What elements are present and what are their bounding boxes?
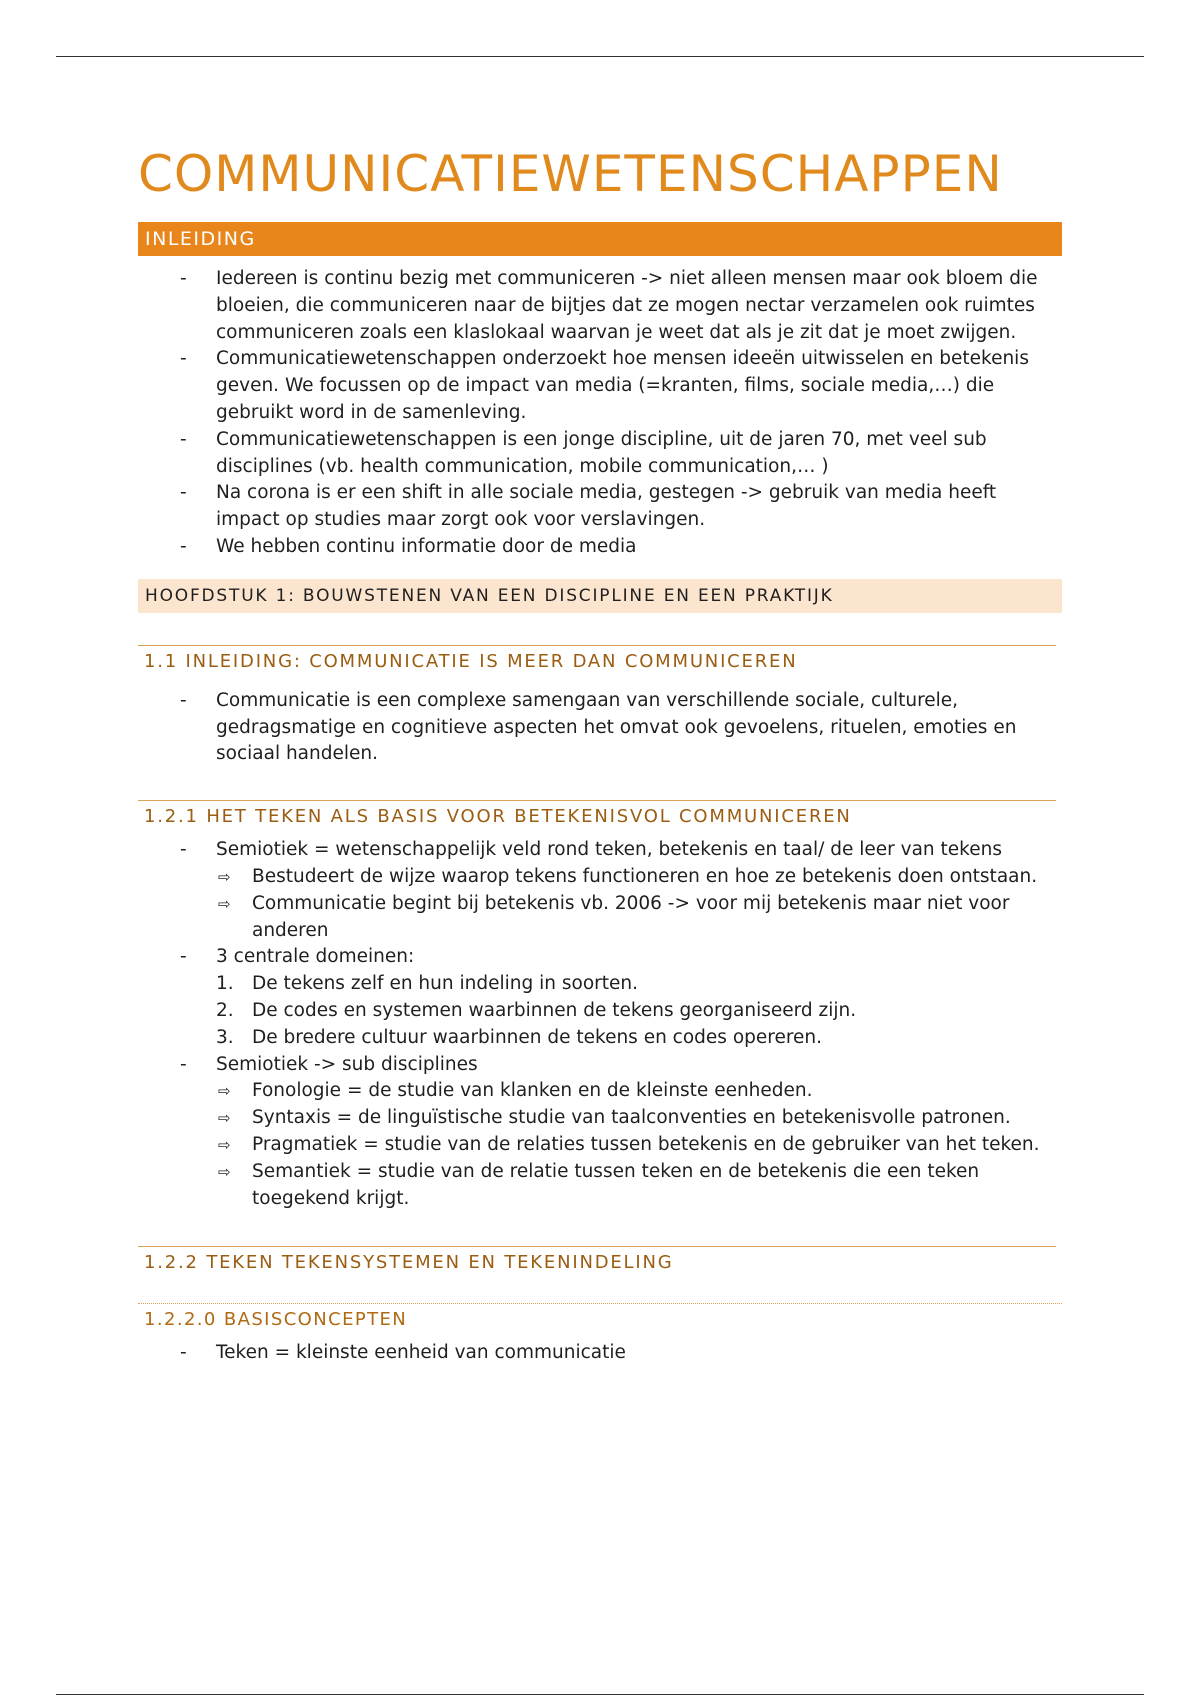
list-item: - Semiotiek = wetenschappelijk veld rond teken, betekenis en taal/ de leer van tekens xyxy=(138,837,1062,864)
dash-icon: - xyxy=(180,946,187,968)
list-item: - Semiotiek -> sub disciplines xyxy=(138,1052,1062,1079)
arrow-right-icon: ⇨ xyxy=(218,1109,231,1128)
section-1-2-2-0-list xyxy=(138,1340,1062,1367)
list-item: - 3 centrale domeinen: xyxy=(138,944,1062,971)
document-title: COMMUNICATIEWETENSCHAPPEN xyxy=(138,145,1003,203)
dash-icon: - xyxy=(180,268,187,289)
dash-icon: - xyxy=(180,689,187,711)
sub-list-item: ⇨ Pragmatiek = studie van de relaties tussen betekenis en de gebruiker van het teken. xyxy=(138,1132,1062,1159)
heading-section-1-1: 1.1 INLEIDING: COMMUNICATIE IS MEER DAN COMMUNICEREN xyxy=(138,645,1056,674)
heading-section-1-2-2-0: 1.2.2.0 BASISCONCEPTEN xyxy=(138,1303,1062,1332)
inleiding-list xyxy=(138,266,1062,561)
dash-icon: - xyxy=(180,348,187,370)
dash-icon: - xyxy=(180,1342,187,1364)
dash-icon: - xyxy=(180,839,187,861)
dash-icon: - xyxy=(180,1053,187,1075)
numbered-item: 2. De codes en systemen waarbinnen de tekens georganiseerd zijn. xyxy=(216,999,857,1021)
list-item: - Iedereen is continu bezig met communiceren -> niet alleen mensen maar ook bloem die bloeien, die communiceren naar de bijtjes dat ze mogen nectar verzamelen ook ruimtes communiceren zoals een klaslokaal waarvan je weet dat als je zit dat je moet zwijgen. xyxy=(180,268,1038,343)
section-1-2-1-list xyxy=(138,837,1062,1212)
heading-section-1-2-2: 1.2.2 TEKEN TEKENSYSTEMEN EN TEKENINDELING xyxy=(138,1246,1056,1275)
list-item: - We hebben continu informatie door de media xyxy=(138,534,1062,561)
section-1-1-list xyxy=(138,688,1062,768)
sub-list-item: ⇨ Syntaxis = de linguïstische studie van taalconventies en betekenisvolle patronen. xyxy=(138,1105,1062,1132)
sub-list-item: ⇨ Fonologie = de studie van klanken en de kleinste eenheden. xyxy=(138,1078,1062,1105)
heading-inleiding: INLEIDING xyxy=(138,222,1062,256)
arrow-right-icon: ⇨ xyxy=(218,1135,231,1154)
heading-section-1-2-1: 1.2.1 HET TEKEN ALS BASIS VOOR BETEKENISVOL COMMUNICEREN xyxy=(138,800,1056,829)
document-page xyxy=(138,140,1062,1367)
footer-rule xyxy=(56,1694,1144,1695)
numbered-item: 1. De tekens zelf en hun indeling in soorten. xyxy=(216,973,638,995)
header-rule xyxy=(56,56,1144,57)
list-item: - Communicatiewetenschappen onderzoekt hoe mensen ideeën uitwisselen en betekenis geven. We focussen op de impact van media (=kranten, films, sociale media,…) die gebruikt word in de samenleving. xyxy=(180,348,1029,423)
list-item: - Communicatiewetenschappen is een jonge discipline, uit de jaren 70, met veel sub disciplines (vb. health communication, mobile communication,… ) xyxy=(180,428,987,477)
dash-icon: - xyxy=(180,482,187,504)
dash-icon: - xyxy=(180,535,187,557)
heading-chapter-1: HOOFDSTUK 1: BOUWSTENEN VAN EEN DISCIPLINE EN EEN PRAKTIJK xyxy=(138,579,1062,613)
numbered-item: 3. De bredere cultuur waarbinnen de tekens en codes opereren. xyxy=(216,1026,823,1048)
sub-list-item: ⇨ Semantiek = studie van de relatie tussen teken en de betekenis die een teken toegekend krijgt. xyxy=(218,1160,980,1209)
list-item: - Na corona is er een shift in alle sociale media, gestegen -> gebruik van media heeft impact op studies maar zorgt ook voor verslavingen. xyxy=(180,482,997,531)
arrow-right-icon: ⇨ xyxy=(218,1162,231,1181)
arrow-right-icon: ⇨ xyxy=(218,1082,231,1101)
arrow-right-icon: ⇨ xyxy=(218,894,231,913)
arrow-right-icon: ⇨ xyxy=(218,867,231,886)
sub-list-item: ⇨ Bestudeert de wijze waarop tekens functioneren en hoe ze betekenis doen ontstaan. xyxy=(138,864,1062,891)
dash-icon: - xyxy=(180,428,187,450)
list-item: - Communicatie is een complexe samengaan van verschillende sociale, culturele, gedragsmatige en cognitieve aspecten het omvat ook gevoelens, rituelen, emoties en sociaal handelen. xyxy=(180,689,1017,765)
sub-list-item: ⇨ Communicatie begint bij betekenis vb. 2006 -> voor mij betekenis maar niet voor anderen xyxy=(218,892,1010,941)
list-item: - Teken = kleinste eenheid van communicatie xyxy=(138,1340,1062,1367)
